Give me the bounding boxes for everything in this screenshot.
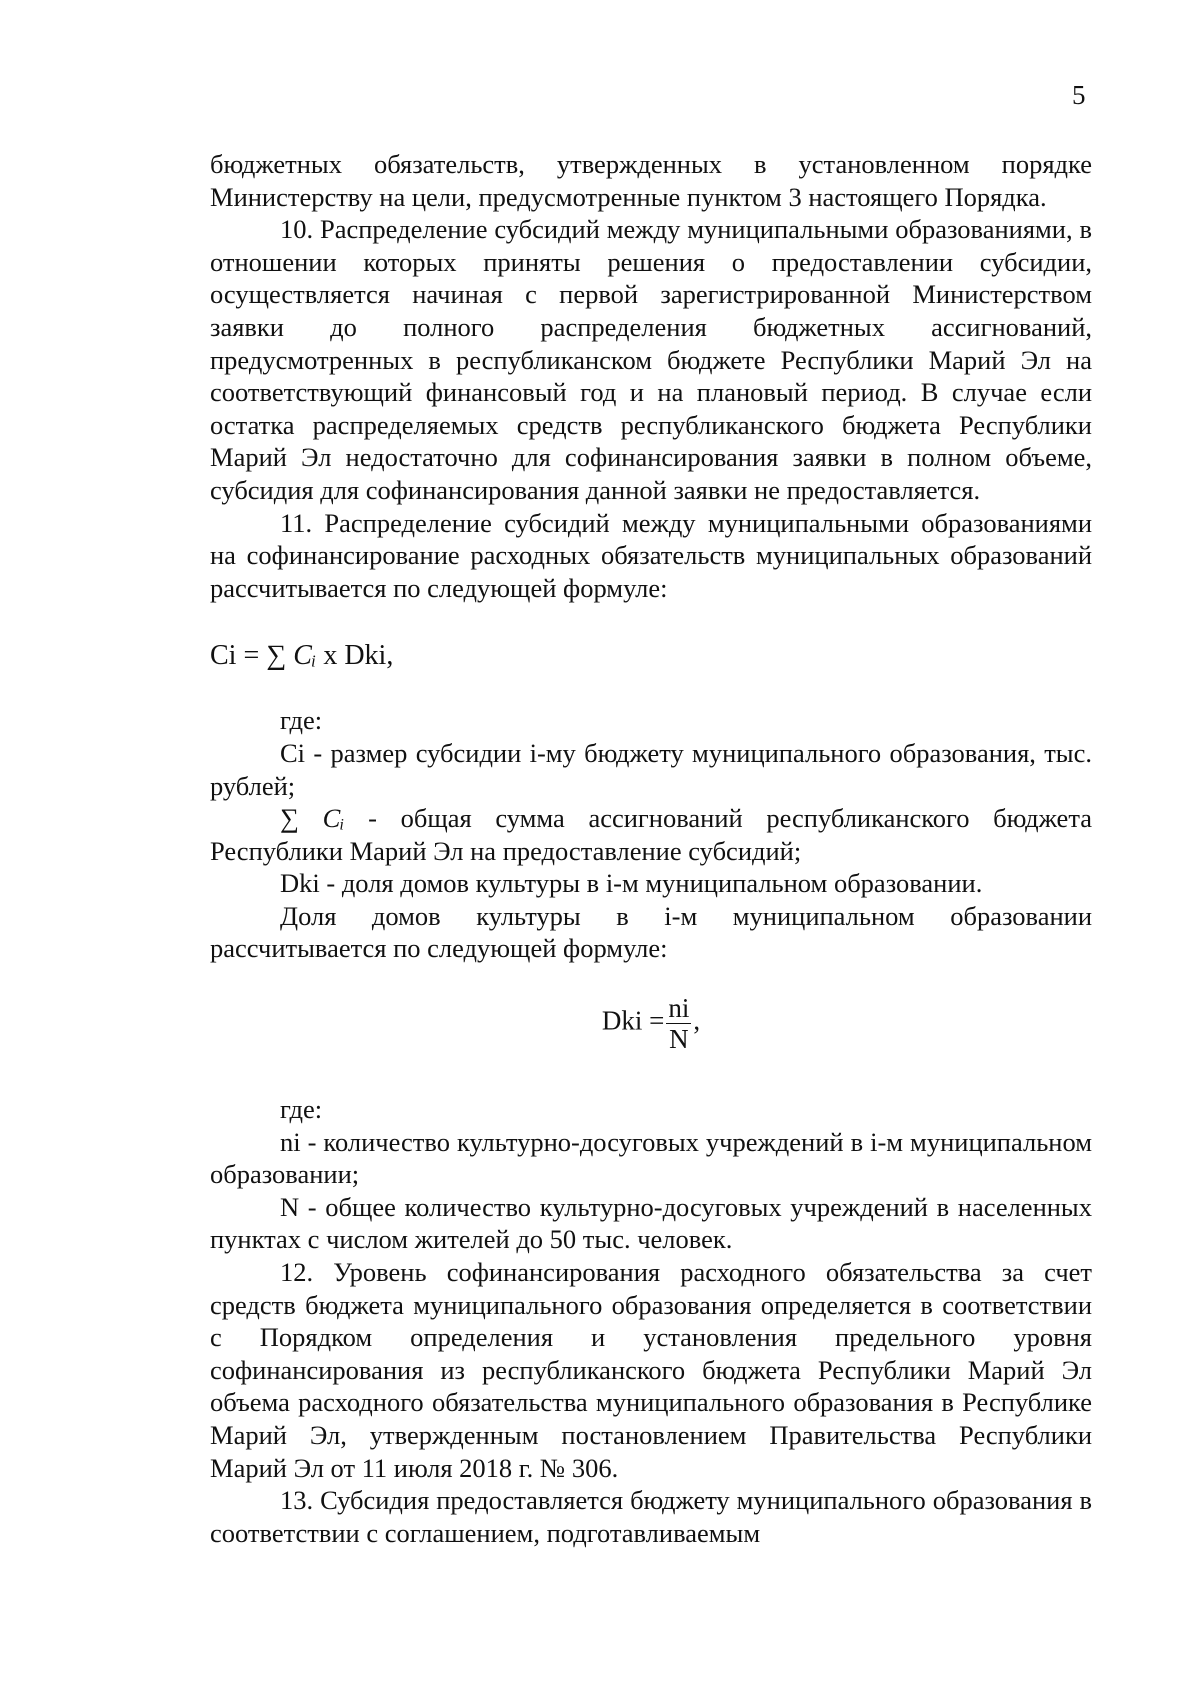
- formula-ci: [210, 638, 1092, 674]
- formula-dki-comma: ,: [693, 1005, 701, 1036]
- where-label-1: где:: [280, 705, 323, 736]
- formula-ci-rhs: x Dki,: [316, 640, 394, 672]
- definition-sum-ci: Cᵢ: [322, 803, 345, 834]
- paragraph-12: 12. Уровень софинансирования расходного обязательства за счет средств бюджета муниципального образования определяется в соответствии с Порядком определения и установления предельного уровня софинансирования из республиканского бюджета Республики Марий Эл объема расходного обязательства муниципального образования в Республике Марий Эл, утвержденным постановлением Правительства Республики Марий Эл от 11 июля 2018 г. № 306.: [210, 1257, 1092, 1483]
- paragraph-share: Доля домов культуры в i-м муниципальном образовании рассчитывается по следующей формуле:: [210, 900, 1092, 964]
- definition-sum: [210, 802, 1092, 867]
- formula-dki-lhs: Dki =: [601, 1005, 665, 1036]
- formula-dki-expression: [602, 993, 700, 1054]
- formula-ci-sum-term: Cᵢ: [293, 640, 317, 672]
- definition-sum-text: - общая сумма ассигнований республиканского бюджета Республики Марий Эл на предоставление субсидий;: [210, 803, 1092, 866]
- formula-dki-denominator: N: [669, 1024, 689, 1055]
- document-body: [210, 148, 1092, 1549]
- formula-dki: [210, 993, 1092, 1059]
- paragraph-continuation: бюджетных обязательств, утвержденных в установленном порядке Министерству на цели, предусмотренные пунктом 3 настоящего Порядка.: [210, 149, 1092, 212]
- definition-ci-symbol: Ci: [280, 737, 306, 768]
- definition-n: N - общее количество культурно-досуговых учреждений в населенных пунктах с числом жителей до 50 тыс. человек.: [210, 1191, 1092, 1255]
- paragraph-13: 13. Субсидия предоставляется бюджету муниципального образования в соответствии с соглашением, подготавливаемым: [210, 1485, 1092, 1548]
- definition-dki: Dki - доля домов культуры в i-м муниципальном образовании.: [280, 868, 983, 899]
- formula-dki-fraction: [666, 993, 691, 1054]
- paragraph-11: 11. Распределение субсидий между муниципальными образованиями на софинансирование расходных обязательств муниципальных образований рассчитывается по следующей формуле:: [210, 507, 1092, 603]
- formula-ci-lhs: Ci = ∑: [210, 640, 294, 672]
- page-number: 5: [1072, 80, 1086, 110]
- definition-ci: [210, 737, 1092, 802]
- definition-ni: ni - количество культурно-досуговых учреждений в i-м муниципальном образовании;: [210, 1126, 1092, 1190]
- definition-ci-text: - размер субсидии i-му бюджету муниципального образования, тыс. рублей;: [210, 737, 1092, 801]
- where-label-2: где:: [280, 1094, 323, 1125]
- definition-sum-symbol: ∑: [280, 803, 323, 834]
- formula-dki-numerator: ni: [668, 993, 690, 1024]
- paragraph-10: 10. Распределение субсидий между муниципальными образованиями, в отношении которых приняты решения о предоставлении субсидии, осуществляется начиная с первой зарегистрированной Министерством заявки до полного распределения бюджетных ассигнований, предусмотренных в республиканском бюджете Республики Марий Эл на соответствующий финансовый год и на плановый период. В случае если остатка распределяемых средств республиканского бюджета Республики Марий Эл недостаточно для софинансирования заявки в полном объеме, субсидия для софинансирования данной заявки не предоставляется.: [210, 214, 1092, 505]
